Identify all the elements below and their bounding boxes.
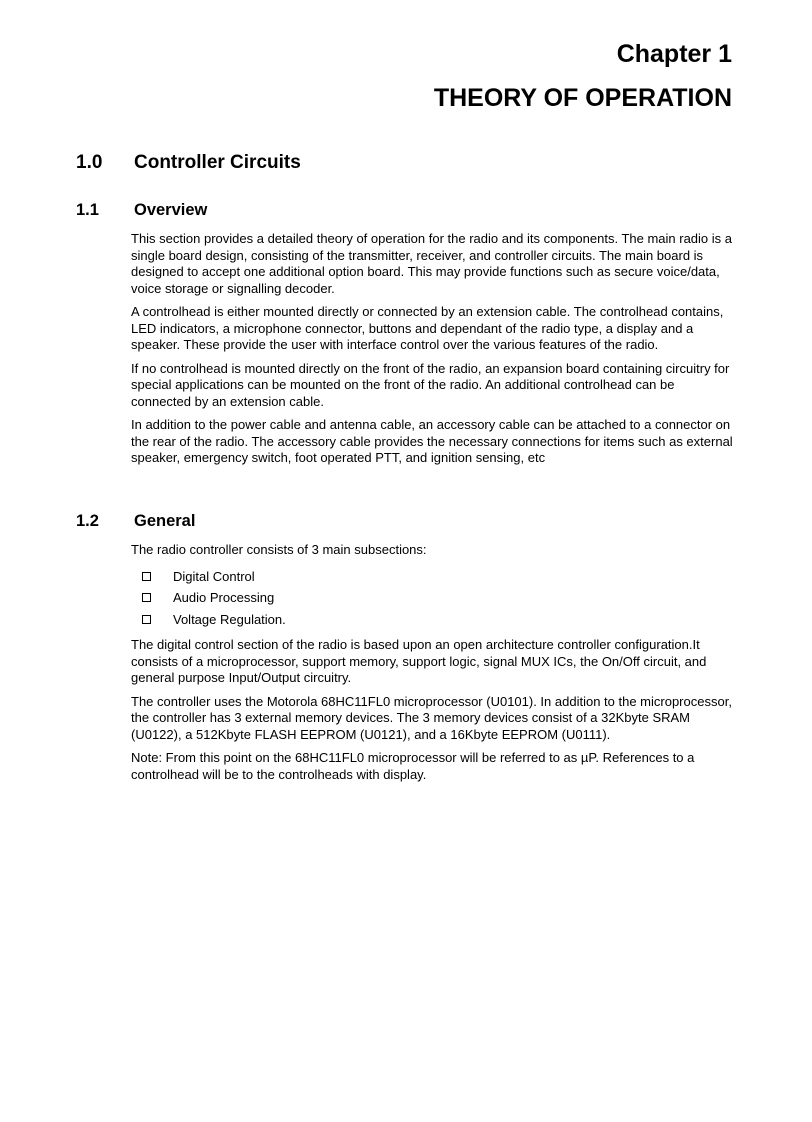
paragraph: A controlhead is either mounted directly or connected by an extension cable. The controlhead contains, LED indicators, a microphone connector, buttons and dependant of the radio type, a display and a speaker. These provide the user with interface control over the various features of the radio. [131,304,724,352]
paragraph: If no controlhead is mounted directly on the front of the radio, an expansion board containing circuitry for special applications can be mounted on the front of the radio. An additional controlhead can be connected by an extension cable. [131,360,730,409]
chapter-label: Chapter 1 [616,40,732,68]
paragraph: This section provides a detailed theory of operation for the radio and its components. The main radio is a single board design, consisting of the transmitter, receiver, and controller circuits. The main board is designed to accept one additional option board. This may provide functions such as secure voice/data, voice storage or signalling decoder. [131,231,732,296]
section-title: Overview [134,201,208,219]
paragraph: Note: From this point on the 68HC11FL0 microprocessor will be referred to as µP. References to a controlhead will be to the controlheads with display. [131,750,695,782]
section-number: 1.0 [76,152,103,173]
list-item [131,587,733,609]
section-heading-1-0 [76,152,301,174]
list-item-label: Digital Control [173,568,255,584]
section-number: 1.2 [76,512,99,530]
subsection-list [131,566,733,631]
general-body [131,542,733,790]
paragraph: In addition to the power cable and antenna cable, an accessory cable can be attached to a connector on the rear of the radio. The accessory cable provides the necessary connections for items such as external speaker, emergency switch, foot operated PTT, and ignition sensing, etc [131,417,733,465]
section-heading-1-1 [76,201,207,220]
section-title: Controller Circuits [134,152,301,173]
list-item [131,609,733,631]
checkbox-bullet-icon [142,572,151,581]
paragraph: The controller uses the Motorola 68HC11FL0 microprocessor (U0101). In addition to the microprocessor, the controller has 3 external memory devices. The 3 memory devices consist of a 32Kbyte SRAM (U0122), a 512Kbyte FLASH EEPROM (U0121), and a 16Kbyte EEPROM (U0111). [131,693,732,742]
checkbox-bullet-icon [142,615,151,624]
paragraph: The digital control section of the radio is based upon an open architecture controller configuration.It consists of a microprocessor, support memory, support logic, signal MUX ICs, the On/Off circuit, and general purpose Input/Output circuitry. [131,637,707,685]
section-title: General [134,512,196,530]
list-item-label: Voltage Regulation. [173,611,286,627]
checkbox-bullet-icon [142,593,151,602]
section-number: 1.1 [76,201,99,219]
paragraph: The radio controller consists of 3 main subsections: [131,542,427,557]
chapter-title: THEORY OF OPERATION [433,84,732,112]
list-item-label: Audio Processing [173,590,275,605]
list-item [131,566,733,588]
overview-body [131,231,733,474]
section-heading-1-2 [76,512,195,531]
